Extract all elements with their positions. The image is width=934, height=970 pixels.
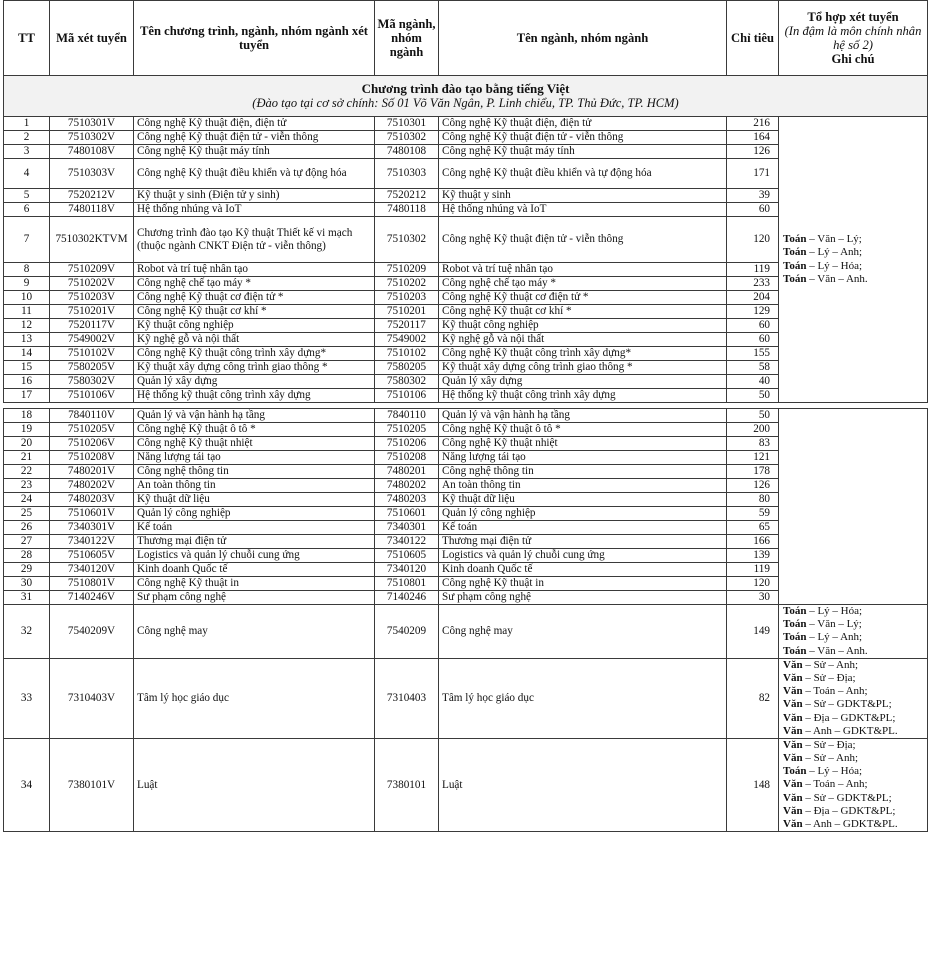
combo-main-subject: Toán bbox=[783, 605, 807, 617]
cell-ma-xet-tuyen: 7520212V bbox=[50, 189, 134, 203]
combo-cell bbox=[779, 409, 928, 605]
cell-tt: 19 bbox=[4, 423, 50, 437]
header-tt: TT bbox=[4, 1, 50, 76]
table-body bbox=[4, 76, 928, 832]
cell-tt: 20 bbox=[4, 437, 50, 451]
cell-chi-tieu: 60 bbox=[727, 319, 779, 333]
cell-ten-nganh: Kinh doanh Quốc tế bbox=[439, 563, 727, 577]
cell-chi-tieu: 60 bbox=[727, 203, 779, 217]
combo-line bbox=[783, 672, 924, 685]
cell-chi-tieu: 40 bbox=[727, 375, 779, 389]
combo-main-subject: Văn bbox=[783, 671, 803, 684]
cell-chi-tieu: 82 bbox=[727, 658, 779, 738]
header-row bbox=[4, 1, 928, 76]
cell-ten-nganh: Công nghệ Kỹ thuật nhiệt bbox=[439, 437, 727, 451]
cell-ten-chuong-trinh: Sư phạm công nghệ bbox=[134, 591, 375, 605]
cell-ma-xet-tuyen: 7480118V bbox=[50, 203, 134, 217]
cell-ma-nganh: 7580205 bbox=[375, 361, 439, 375]
cell-ma-xet-tuyen: 7510201V bbox=[50, 305, 134, 319]
cell-ten-chuong-trinh: Năng lượng tái tạo bbox=[134, 451, 375, 465]
cell-ma-nganh: 7340122 bbox=[375, 535, 439, 549]
cell-tt: 23 bbox=[4, 479, 50, 493]
cell-chi-tieu: 119 bbox=[727, 563, 779, 577]
cell-ma-nganh: 7510102 bbox=[375, 347, 439, 361]
cell-ten-nganh: Công nghệ Kỹ thuật in bbox=[439, 577, 727, 591]
header-chi-tieu: Chỉ tiêu bbox=[727, 1, 779, 76]
cell-chi-tieu: 200 bbox=[727, 423, 779, 437]
combo-main-subject: Văn bbox=[783, 698, 803, 711]
cell-ma-xet-tuyen: 7480201V bbox=[50, 465, 134, 479]
cell-tt: 13 bbox=[4, 333, 50, 347]
cell-chi-tieu: 50 bbox=[727, 409, 779, 423]
cell-ten-chuong-trinh: Chương trình đào tạo Kỹ thuật Thiết kế vi mạch (thuộc ngành CNKT Điện tử - viễn thông) bbox=[134, 217, 375, 263]
cell-ma-nganh: 7340301 bbox=[375, 521, 439, 535]
cell-tt: 29 bbox=[4, 563, 50, 577]
cell-ma-nganh: 7510106 bbox=[375, 389, 439, 403]
cell-ten-chuong-trinh: Công nghệ Kỹ thuật điện, điện tử bbox=[134, 117, 375, 131]
combo-line bbox=[783, 685, 924, 698]
combo-main-subject: Toán bbox=[783, 644, 807, 657]
cell-chi-tieu: 65 bbox=[727, 521, 779, 535]
combo-line bbox=[783, 246, 924, 259]
cell-ma-xet-tuyen: 7380101V bbox=[50, 738, 134, 831]
cell-chi-tieu: 155 bbox=[727, 347, 779, 361]
combo-main-subject: Toán bbox=[783, 233, 807, 246]
cell-ten-chuong-trinh: Kế toán bbox=[134, 521, 375, 535]
cell-ten-chuong-trinh: Công nghệ Kỹ thuật điều khiển và tự động hóa bbox=[134, 159, 375, 189]
cell-ten-nganh: Kỹ thuật công nghiệp bbox=[439, 319, 727, 333]
table-row bbox=[4, 605, 928, 659]
combo-other-subjects: – Lý – Hóa; bbox=[806, 259, 863, 272]
combo-cell bbox=[779, 605, 928, 659]
combo-line bbox=[783, 645, 924, 658]
combo-line bbox=[783, 765, 924, 778]
cell-ma-nganh: 7520117 bbox=[375, 319, 439, 333]
cell-ma-xet-tuyen: 7510301V bbox=[50, 117, 134, 131]
cell-tt: 1 bbox=[4, 117, 50, 131]
cell-ma-xet-tuyen: 7510206V bbox=[50, 437, 134, 451]
cell-ten-nganh: Tâm lý học giáo dục bbox=[439, 658, 727, 738]
combo-other-subjects: – Lý – Anh; bbox=[806, 631, 863, 644]
cell-ma-xet-tuyen: 7510209V bbox=[50, 263, 134, 277]
cell-tt: 27 bbox=[4, 535, 50, 549]
cell-ma-xet-tuyen: 7510203V bbox=[50, 291, 134, 305]
cell-chi-tieu: 83 bbox=[727, 437, 779, 451]
cell-tt: 4 bbox=[4, 159, 50, 189]
cell-ma-xet-tuyen: 7510102V bbox=[50, 347, 134, 361]
cell-ten-nganh: Năng lượng tái tạo bbox=[439, 451, 727, 465]
cell-ten-nganh: Quản lý công nghiệp bbox=[439, 507, 727, 521]
cell-chi-tieu: 166 bbox=[727, 535, 779, 549]
combo-other-subjects: – Sử – Anh; bbox=[802, 658, 859, 671]
cell-ten-chuong-trinh: Công nghệ thông tin bbox=[134, 465, 375, 479]
combo-line bbox=[783, 260, 924, 273]
combo-other-subjects: – Sử – Địa; bbox=[802, 671, 856, 684]
combo-main-subject: Văn bbox=[783, 818, 803, 830]
combo-line bbox=[783, 818, 924, 831]
cell-ten-chuong-trinh: Công nghệ Kỹ thuật in bbox=[134, 577, 375, 591]
combo-line bbox=[783, 605, 924, 618]
table-row bbox=[4, 658, 928, 738]
cell-ten-nganh: Công nghệ Kỹ thuật điều khiển và tự động hóa bbox=[439, 159, 727, 189]
cell-tt: 2 bbox=[4, 131, 50, 145]
combo-other-subjects: – Lý – Hóa; bbox=[806, 605, 863, 617]
cell-ma-xet-tuyen: 7510106V bbox=[50, 389, 134, 403]
cell-ten-chuong-trinh: Quản lý công nghiệp bbox=[134, 507, 375, 521]
cell-ten-chuong-trinh: Công nghệ chế tạo máy * bbox=[134, 277, 375, 291]
cell-ma-xet-tuyen: 7840110V bbox=[50, 409, 134, 423]
combo-line bbox=[783, 778, 924, 791]
cell-tt: 21 bbox=[4, 451, 50, 465]
cell-tt: 34 bbox=[4, 738, 50, 831]
cell-ma-nganh: 7510601 bbox=[375, 507, 439, 521]
header-ten-chuong-trinh: Tên chương trình, ngành, nhóm ngành xét tuyển bbox=[134, 1, 375, 76]
combo-cell bbox=[779, 658, 928, 738]
cell-ten-nganh: Công nghệ chế tạo máy * bbox=[439, 277, 727, 291]
cell-ma-xet-tuyen: 7510302KTVM bbox=[50, 217, 134, 263]
cell-ma-xet-tuyen: 7510202V bbox=[50, 277, 134, 291]
cell-tt: 30 bbox=[4, 577, 50, 591]
combo-other-subjects: – Sử – Anh; bbox=[802, 752, 859, 765]
cell-chi-tieu: 139 bbox=[727, 549, 779, 563]
cell-ten-nganh: An toàn thông tin bbox=[439, 479, 727, 493]
cell-tt: 17 bbox=[4, 389, 50, 403]
combo-line bbox=[783, 792, 924, 805]
cell-ma-xet-tuyen: 7520117V bbox=[50, 319, 134, 333]
cell-ma-xet-tuyen: 7480203V bbox=[50, 493, 134, 507]
cell-chi-tieu: 204 bbox=[727, 291, 779, 305]
cell-chi-tieu: 126 bbox=[727, 479, 779, 493]
combo-line bbox=[783, 805, 924, 818]
cell-ten-chuong-trinh: Luật bbox=[134, 738, 375, 831]
cell-ma-nganh: 7380101 bbox=[375, 738, 439, 831]
cell-ma-nganh: 7510202 bbox=[375, 277, 439, 291]
table-row bbox=[4, 117, 928, 131]
cell-ma-nganh: 7540209 bbox=[375, 605, 439, 659]
cell-ten-chuong-trinh: Hệ thống kỹ thuật công trình xây dựng bbox=[134, 389, 375, 403]
combo-line bbox=[783, 712, 924, 725]
combo-main-subject: Toán bbox=[783, 765, 807, 778]
cell-ten-chuong-trinh: Công nghệ may bbox=[134, 605, 375, 659]
cell-tt: 31 bbox=[4, 591, 50, 605]
cell-ma-nganh: 7510209 bbox=[375, 263, 439, 277]
cell-ma-nganh: 7510801 bbox=[375, 577, 439, 591]
cell-ma-nganh: 7480203 bbox=[375, 493, 439, 507]
cell-tt: 8 bbox=[4, 263, 50, 277]
combo-other-subjects: – Văn – Anh. bbox=[806, 272, 868, 285]
cell-tt: 25 bbox=[4, 507, 50, 521]
combo-other-subjects: – Sử – Địa; bbox=[802, 738, 856, 751]
combo-cell bbox=[779, 117, 928, 403]
cell-ma-xet-tuyen: 7580205V bbox=[50, 361, 134, 375]
combo-main-subject: Văn bbox=[783, 724, 803, 737]
cell-tt: 24 bbox=[4, 493, 50, 507]
combo-line bbox=[783, 233, 924, 246]
cell-ma-xet-tuyen: 7510303V bbox=[50, 159, 134, 189]
cell-ten-chuong-trinh: Kỹ thuật dữ liệu bbox=[134, 493, 375, 507]
combo-line bbox=[783, 618, 924, 631]
combo-main-subject: Văn bbox=[783, 791, 803, 804]
header-to-hop bbox=[779, 1, 928, 76]
header-ten-nganh: Tên ngành, nhóm ngành bbox=[439, 1, 727, 76]
cell-tt: 12 bbox=[4, 319, 50, 333]
combo-main-subject: Văn bbox=[783, 804, 803, 817]
cell-ten-chuong-trinh: Công nghệ Kỹ thuật máy tính bbox=[134, 145, 375, 159]
cell-tt: 14 bbox=[4, 347, 50, 361]
cell-ma-xet-tuyen: 7549002V bbox=[50, 333, 134, 347]
cell-ten-chuong-trinh: Công nghệ Kỹ thuật ô tô * bbox=[134, 423, 375, 437]
cell-ten-chuong-trinh: Quản lý và vận hành hạ tầng bbox=[134, 409, 375, 423]
cell-ten-chuong-trinh: Thương mại điện tử bbox=[134, 535, 375, 549]
combo-other-subjects: – Địa – GDKT&PL; bbox=[802, 804, 896, 817]
combo-line bbox=[783, 659, 924, 672]
cell-ma-nganh: 7510301 bbox=[375, 117, 439, 131]
cell-ten-chuong-trinh: Công nghệ Kỹ thuật cơ khí * bbox=[134, 305, 375, 319]
cell-ten-nganh: Sư phạm công nghệ bbox=[439, 591, 727, 605]
table-row bbox=[4, 409, 928, 423]
cell-ten-chuong-trinh: Logistics và quản lý chuỗi cung ứng bbox=[134, 549, 375, 563]
cell-tt: 6 bbox=[4, 203, 50, 217]
cell-ten-nganh: Kỹ thuật y sinh bbox=[439, 189, 727, 203]
cell-tt: 22 bbox=[4, 465, 50, 479]
header-ma-xet-tuyen: Mã xét tuyển bbox=[50, 1, 134, 76]
cell-ma-nganh: 7510205 bbox=[375, 423, 439, 437]
admission-table bbox=[3, 0, 928, 832]
combo-line bbox=[783, 273, 924, 286]
cell-ma-nganh: 7480201 bbox=[375, 465, 439, 479]
cell-ten-chuong-trinh: Kỹ nghệ gỗ và nội thất bbox=[134, 333, 375, 347]
cell-chi-tieu: 80 bbox=[727, 493, 779, 507]
cell-chi-tieu: 30 bbox=[727, 591, 779, 605]
combo-main-subject: Văn bbox=[783, 752, 803, 765]
combo-main-subject: Toán bbox=[783, 259, 807, 272]
combo-main-subject: Toán bbox=[783, 618, 807, 631]
cell-ma-xet-tuyen: 7540209V bbox=[50, 605, 134, 659]
cell-chi-tieu: 171 bbox=[727, 159, 779, 189]
cell-tt: 15 bbox=[4, 361, 50, 375]
cell-tt: 5 bbox=[4, 189, 50, 203]
cell-tt: 18 bbox=[4, 409, 50, 423]
combo-line bbox=[783, 725, 924, 738]
combo-line bbox=[783, 739, 924, 752]
cell-ten-nganh: Quản lý xây dựng bbox=[439, 375, 727, 389]
cell-ten-nganh: Kỹ thuật dữ liệu bbox=[439, 493, 727, 507]
combo-main-subject: Văn bbox=[783, 658, 803, 671]
section-row bbox=[4, 76, 928, 117]
header-to-hop-note: (In đậm là môn chính nhân hệ số 2) bbox=[784, 23, 922, 52]
header-ma-nganh: Mã ngành, nhóm ngành bbox=[375, 1, 439, 76]
section-subtitle: (Đào tạo tại cơ sở chính: Số 01 Võ Văn Ngân, P. Linh chiểu, TP. Thủ Đức, TP. HCM) bbox=[252, 96, 679, 111]
cell-ten-nganh: Công nghệ Kỹ thuật cơ khí * bbox=[439, 305, 727, 319]
cell-ma-xet-tuyen: 7140246V bbox=[50, 591, 134, 605]
cell-chi-tieu: 59 bbox=[727, 507, 779, 521]
cell-ten-nganh: Công nghệ may bbox=[439, 605, 727, 659]
cell-ten-chuong-trinh: Hệ thống nhúng và IoT bbox=[134, 203, 375, 217]
cell-tt: 9 bbox=[4, 277, 50, 291]
combo-other-subjects: – Toán – Anh; bbox=[802, 685, 868, 698]
cell-ma-xet-tuyen: 7480108V bbox=[50, 145, 134, 159]
cell-tt: 7 bbox=[4, 217, 50, 263]
cell-ten-chuong-trinh: Robot và trí tuệ nhân tạo bbox=[134, 263, 375, 277]
cell-chi-tieu: 164 bbox=[727, 131, 779, 145]
cell-ten-nganh: Công nghệ Kỹ thuật điện, điện tử bbox=[439, 117, 727, 131]
combo-other-subjects: – Sử – GDKT&PL; bbox=[802, 791, 892, 804]
combo-cell bbox=[779, 738, 928, 831]
combo-other-subjects: – Lý – Anh; bbox=[806, 246, 863, 259]
cell-ma-xet-tuyen: 7340122V bbox=[50, 535, 134, 549]
cell-ma-xet-tuyen: 7340120V bbox=[50, 563, 134, 577]
cell-tt: 32 bbox=[4, 605, 50, 659]
cell-ma-nganh: 7510206 bbox=[375, 437, 439, 451]
combo-other-subjects: – Địa – GDKT&PL; bbox=[802, 711, 896, 724]
cell-ten-chuong-trinh: Kinh doanh Quốc tế bbox=[134, 563, 375, 577]
cell-ten-nganh: Thương mại điện tử bbox=[439, 535, 727, 549]
cell-chi-tieu: 126 bbox=[727, 145, 779, 159]
cell-ma-nganh: 7510208 bbox=[375, 451, 439, 465]
cell-ten-nganh: Công nghệ Kỹ thuật công trình xây dựng* bbox=[439, 347, 727, 361]
cell-tt: 10 bbox=[4, 291, 50, 305]
cell-ma-nganh: 7480202 bbox=[375, 479, 439, 493]
cell-ten-chuong-trinh: An toàn thông tin bbox=[134, 479, 375, 493]
combo-line bbox=[783, 752, 924, 765]
cell-ten-nganh: Luật bbox=[439, 738, 727, 831]
cell-ma-xet-tuyen: 7580302V bbox=[50, 375, 134, 389]
combo-main-subject: Văn bbox=[783, 711, 803, 724]
combo-other-subjects: – Anh – GDKT&PL. bbox=[802, 724, 898, 737]
header-to-hop-title: Tổ hợp xét tuyển bbox=[807, 9, 899, 24]
combo-line bbox=[783, 698, 924, 711]
cell-ma-nganh: 7520212 bbox=[375, 189, 439, 203]
cell-ma-nganh: 7480108 bbox=[375, 145, 439, 159]
section-cell bbox=[4, 76, 928, 117]
cell-chi-tieu: 129 bbox=[727, 305, 779, 319]
cell-tt: 3 bbox=[4, 145, 50, 159]
cell-ma-nganh: 7510302 bbox=[375, 131, 439, 145]
cell-ten-nganh: Công nghệ Kỹ thuật cơ điện tử * bbox=[439, 291, 727, 305]
cell-ma-nganh: 7510201 bbox=[375, 305, 439, 319]
cell-ten-nganh: Quản lý và vận hành hạ tầng bbox=[439, 409, 727, 423]
cell-tt: 28 bbox=[4, 549, 50, 563]
section-title: Chương trình đào tạo bằng tiếng Việt bbox=[361, 80, 570, 96]
cell-ten-chuong-trinh: Kỹ thuật công nghiệp bbox=[134, 319, 375, 333]
combo-line bbox=[783, 631, 924, 644]
cell-ten-nganh: Kỹ thuật xây dựng công trình giao thông * bbox=[439, 361, 727, 375]
combo-main-subject: Văn bbox=[783, 685, 803, 698]
cell-ten-chuong-trinh: Tâm lý học giáo dục bbox=[134, 658, 375, 738]
cell-ten-nganh: Công nghệ Kỹ thuật ô tô * bbox=[439, 423, 727, 437]
cell-ten-nganh: Hệ thống nhúng và IoT bbox=[439, 203, 727, 217]
cell-ma-nganh: 7310403 bbox=[375, 658, 439, 738]
cell-ma-nganh: 7580302 bbox=[375, 375, 439, 389]
cell-ten-nganh: Công nghệ Kỹ thuật máy tính bbox=[439, 145, 727, 159]
cell-chi-tieu: 58 bbox=[727, 361, 779, 375]
cell-ten-nganh: Robot và trí tuệ nhân tạo bbox=[439, 263, 727, 277]
combo-other-subjects: – Anh – GDKT&PL. bbox=[802, 818, 898, 830]
cell-ma-xet-tuyen: 7480202V bbox=[50, 479, 134, 493]
cell-ma-nganh: 7140246 bbox=[375, 591, 439, 605]
combo-main-subject: Toán bbox=[783, 631, 807, 644]
cell-ma-xet-tuyen: 7510601V bbox=[50, 507, 134, 521]
header-ghi-chu: Ghi chú bbox=[831, 52, 875, 67]
cell-chi-tieu: 50 bbox=[727, 389, 779, 403]
combo-main-subject: Toán bbox=[783, 272, 807, 285]
combo-main-subject: Toán bbox=[783, 246, 807, 259]
cell-ten-chuong-trinh: Công nghệ Kỹ thuật cơ điện tử * bbox=[134, 291, 375, 305]
cell-chi-tieu: 39 bbox=[727, 189, 779, 203]
combo-other-subjects: – Lý – Hóa; bbox=[806, 765, 863, 778]
cell-chi-tieu: 148 bbox=[727, 738, 779, 831]
cell-ma-nganh: 7340120 bbox=[375, 563, 439, 577]
combo-other-subjects: – Sử – GDKT&PL; bbox=[802, 698, 892, 711]
cell-ma-xet-tuyen: 7510302V bbox=[50, 131, 134, 145]
cell-chi-tieu: 149 bbox=[727, 605, 779, 659]
combo-other-subjects: – Văn – Lý; bbox=[806, 618, 862, 631]
combo-other-subjects: – Văn – Anh. bbox=[806, 644, 868, 657]
combo-other-subjects: – Văn – Lý; bbox=[806, 233, 862, 246]
table-row bbox=[4, 738, 928, 831]
cell-ten-nganh: Công nghệ Kỹ thuật điện tử - viễn thông bbox=[439, 217, 727, 263]
cell-ten-nganh: Logistics và quản lý chuỗi cung ứng bbox=[439, 549, 727, 563]
cell-ma-xet-tuyen: 7510205V bbox=[50, 423, 134, 437]
cell-tt: 16 bbox=[4, 375, 50, 389]
cell-chi-tieu: 233 bbox=[727, 277, 779, 291]
cell-ma-xet-tuyen: 7310403V bbox=[50, 658, 134, 738]
cell-ma-xet-tuyen: 7510605V bbox=[50, 549, 134, 563]
cell-ma-nganh: 7510605 bbox=[375, 549, 439, 563]
cell-ten-chuong-trinh: Công nghệ Kỹ thuật công trình xây dựng* bbox=[134, 347, 375, 361]
cell-tt: 11 bbox=[4, 305, 50, 319]
cell-chi-tieu: 120 bbox=[727, 577, 779, 591]
cell-chi-tieu: 60 bbox=[727, 333, 779, 347]
cell-tt: 26 bbox=[4, 521, 50, 535]
cell-ten-nganh: Kế toán bbox=[439, 521, 727, 535]
combo-main-subject: Văn bbox=[783, 778, 803, 791]
cell-ten-nganh: Công nghệ Kỹ thuật điện tử - viễn thông bbox=[439, 131, 727, 145]
cell-ma-xet-tuyen: 7510208V bbox=[50, 451, 134, 465]
cell-ten-nganh: Kỹ nghệ gỗ và nội thất bbox=[439, 333, 727, 347]
cell-ma-nganh: 7510203 bbox=[375, 291, 439, 305]
cell-chi-tieu: 121 bbox=[727, 451, 779, 465]
combo-main-subject: Văn bbox=[783, 738, 803, 751]
cell-ten-chuong-trinh: Kỹ thuật y sinh (Điện tử y sinh) bbox=[134, 189, 375, 203]
cell-ten-nganh: Hệ thống kỹ thuật công trình xây dựng bbox=[439, 389, 727, 403]
cell-ma-nganh: 7840110 bbox=[375, 409, 439, 423]
cell-ma-nganh: 7480118 bbox=[375, 203, 439, 217]
cell-tt: 33 bbox=[4, 658, 50, 738]
cell-ma-nganh: 7510302 bbox=[375, 217, 439, 263]
cell-ma-xet-tuyen: 7510801V bbox=[50, 577, 134, 591]
cell-ten-chuong-trinh: Kỹ thuật xây dựng công trình giao thông * bbox=[134, 361, 375, 375]
combo-other-subjects: – Toán – Anh; bbox=[802, 778, 868, 791]
cell-ten-chuong-trinh: Công nghệ Kỹ thuật điện tử - viễn thông bbox=[134, 131, 375, 145]
cell-ten-chuong-trinh: Quản lý xây dựng bbox=[134, 375, 375, 389]
cell-chi-tieu: 119 bbox=[727, 263, 779, 277]
cell-chi-tieu: 216 bbox=[727, 117, 779, 131]
cell-ma-nganh: 7510303 bbox=[375, 159, 439, 189]
cell-ma-xet-tuyen: 7340301V bbox=[50, 521, 134, 535]
cell-ma-nganh: 7549002 bbox=[375, 333, 439, 347]
cell-ten-chuong-trinh: Công nghệ Kỹ thuật nhiệt bbox=[134, 437, 375, 451]
cell-chi-tieu: 120 bbox=[727, 217, 779, 263]
cell-ten-nganh: Công nghệ thông tin bbox=[439, 465, 727, 479]
cell-chi-tieu: 178 bbox=[727, 465, 779, 479]
